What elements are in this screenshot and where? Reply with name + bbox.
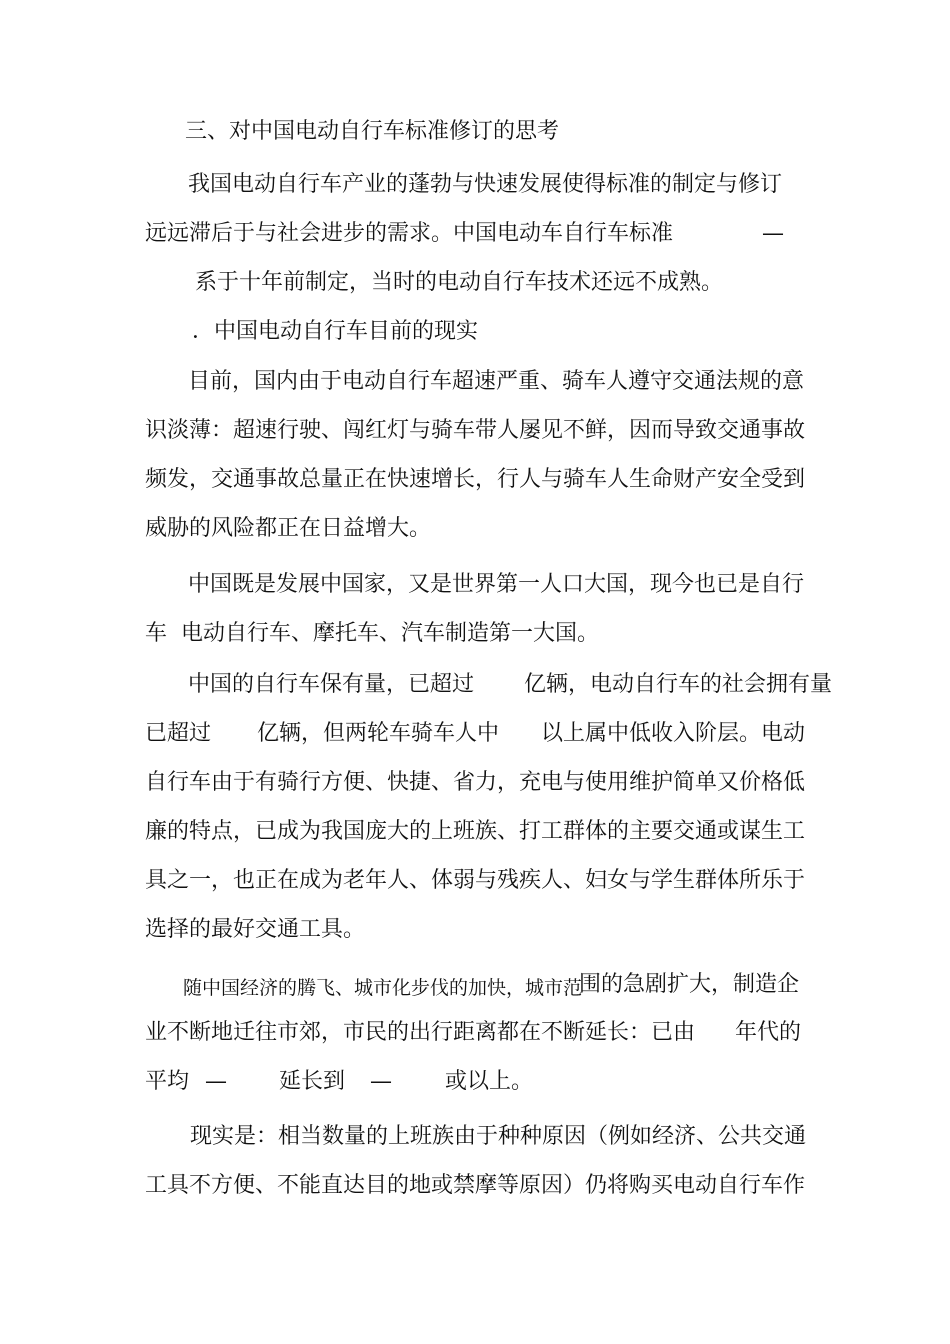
text-segment: 或以上。 xyxy=(445,1069,534,1094)
paragraph-line: 现实是：相当数量的上班族由于种种原因（例如经济、公共交通 xyxy=(190,1124,807,1149)
dash-symbol: — xyxy=(205,1069,227,1094)
subsection-heading: ．中国电动自行车目前的现实 xyxy=(192,319,479,344)
text-segment: 业不断地迁往市郊，市民的出行距离都在不断延长：已由 xyxy=(145,1020,696,1045)
paragraph-line: 系于十年前制定，当时的电动自行车技术还远不成熟。 xyxy=(195,270,724,295)
text-segment: 已超过 xyxy=(145,721,212,746)
text-segment: 以上属中低收入阶层。电动 xyxy=(541,721,806,746)
section-heading: 三、对中国电动自行车标准修订的思考 xyxy=(185,119,560,144)
paragraph-line: 廉的特点，已成为我国庞大的上班族、打工群体的主要交通或谋生工 xyxy=(145,819,806,844)
paragraph-line: 识淡薄：超速行驶、闯红灯与骑车带人屡见不鲜，因而导致交通事故 xyxy=(145,418,806,443)
paragraph-line: 威胁的风险都正在日益增大。 xyxy=(145,516,432,541)
paragraph-line: 中国既是发展中国家，又是世界第一人口大国，现今也已是自行 xyxy=(188,572,805,597)
dash-symbol: — xyxy=(762,221,784,246)
text-segment: 中国的自行车保有量，已超过 xyxy=(188,672,475,697)
dash-symbol: — xyxy=(370,1069,392,1094)
text-segment: 远远滞后于与社会进步的需求。中国电动车自行车标准 xyxy=(145,221,674,246)
text-segment: 围的急剧扩大，制造企 xyxy=(579,972,800,997)
paragraph-line: 具之一，也正在成为老年人、体弱与残疾人、妇女与学生群体所乐于 xyxy=(145,868,806,893)
paragraph-line: 工具不方便、不能直达目的地或禁摩等原因）仍将购买电动自行车作 xyxy=(145,1173,806,1198)
paragraph-line: 选择的最好交通工具。 xyxy=(145,917,366,942)
paragraph-line: 我国电动自行车产业的蓬勃与快速发展使得标准的制定与修订 xyxy=(188,172,783,197)
text-segment: 亿辆，但两轮车骑车人中 xyxy=(257,721,500,746)
paragraph-line: 自行车由于有骑行方便、快捷、省力，充电与使用维护简单又价格低 xyxy=(145,770,806,795)
text-segment: 平均 xyxy=(145,1069,190,1094)
text-segment: 随中国经济的腾飞、城市化步伐的加快，城市范 xyxy=(183,977,583,999)
paragraph-line: 频发，交通事故总量正在快速增长，行人与骑车人生命财产安全受到 xyxy=(145,467,806,492)
text-segment: 延长到 xyxy=(279,1069,346,1094)
text-segment: 亿辆，电动自行车的社会拥有量 xyxy=(524,672,833,697)
paragraph-line: 车 电动自行车、摩托车、汽车制造第一大国。 xyxy=(145,621,599,646)
paragraph-line: 目前，国内由于电动自行车超速严重、骑车人遵守交通法规的意 xyxy=(188,369,805,394)
text-segment: 年代的 xyxy=(735,1020,802,1045)
